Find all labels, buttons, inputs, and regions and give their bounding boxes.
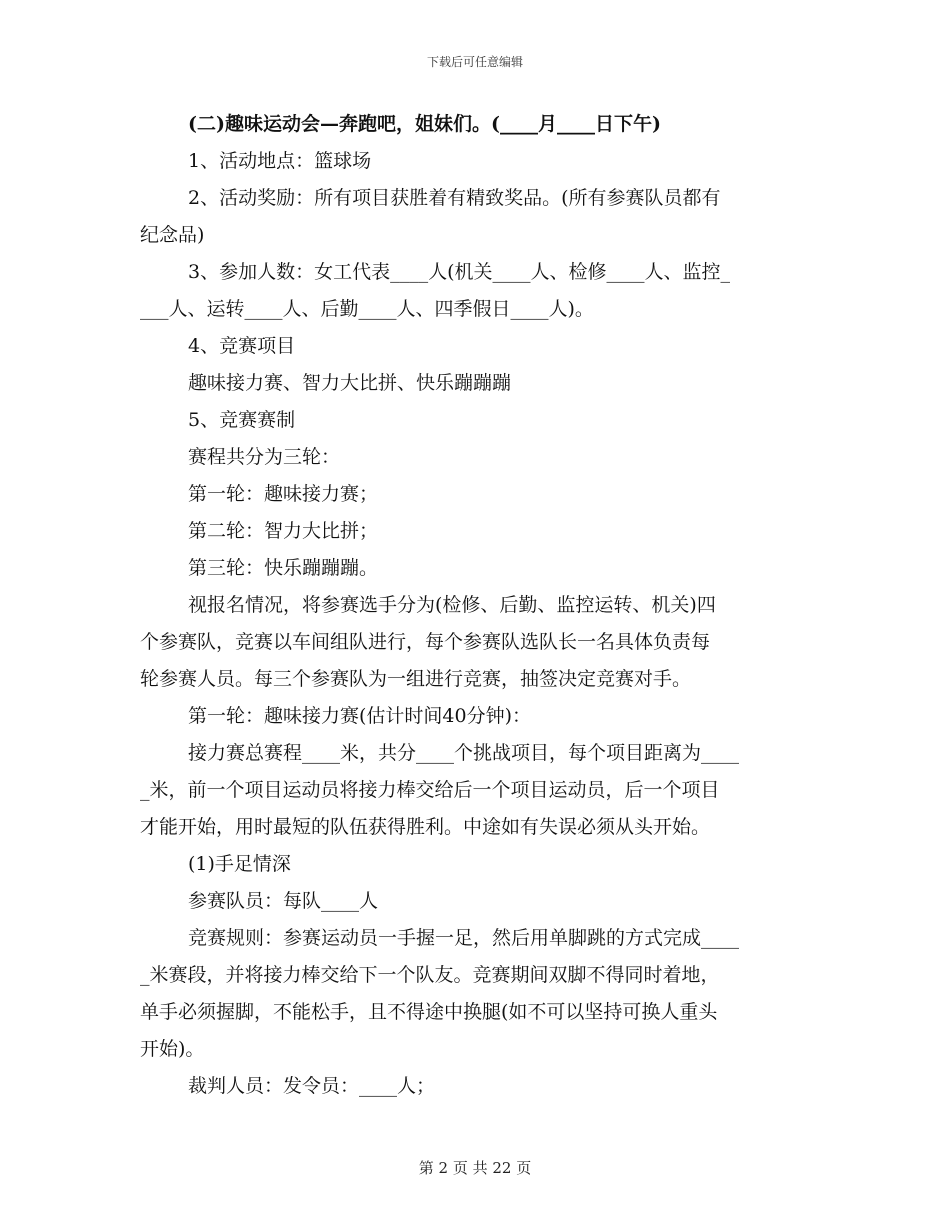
paragraph-line: 第一轮：趣味接力赛； bbox=[188, 483, 379, 505]
page-number: 第 2 页 共 22 页 bbox=[418, 1159, 532, 1177]
paragraph-line: 第一轮：趣味接力赛(估计时间40分钟)： bbox=[188, 705, 532, 727]
paragraph-line: 纪念品) bbox=[140, 224, 205, 246]
paragraph-line: 4、竞赛项目 bbox=[188, 335, 296, 357]
paragraph-line: 趣味接力赛、智力大比拼、快乐蹦蹦蹦 bbox=[188, 372, 512, 394]
paragraph-line: 视报名情况，将参赛选手分为(检修、后勤、监控运转、机关)四 bbox=[188, 594, 716, 616]
section-title: (二)趣味运动会—奔跑吧，姐妹们。(____月____日下午) bbox=[188, 113, 661, 135]
paragraph-line: 3、参加人数：女工代表____人(机关____人、检修____人、监控_ bbox=[188, 261, 731, 283]
paragraph-line: 竞赛规则：参赛运动员一手握一足，然后用单脚跳的方式完成____ bbox=[188, 927, 740, 949]
paragraph-line: 单手必须握脚，不能松手，且不得途中换腿(如不可以坚持可换人重头 bbox=[140, 1001, 718, 1023]
paragraph-line: 第二轮：智力大比拼； bbox=[188, 520, 379, 542]
document-body bbox=[140, 106, 810, 1105]
paragraph-line: 才能开始，用时最短的队伍获得胜利。中途如有失误必须从头开始。 bbox=[140, 816, 711, 838]
paragraph-line: 1、活动地点：篮球场 bbox=[188, 150, 372, 172]
paragraph-line: _米，前一个项目运动员将接力棒交给后一个项目运动员，后一个项目 bbox=[140, 779, 720, 801]
paragraph-line: 第三轮：快乐蹦蹦蹦。 bbox=[188, 557, 379, 579]
paragraph-line: 赛程共分为三轮： bbox=[188, 446, 341, 468]
paragraph-line: 裁判人员：发令员：____人； bbox=[188, 1075, 436, 1097]
paragraph-line: (1)手足情深 bbox=[188, 853, 291, 875]
paragraph-line: ___人、运转____人、后勤____人、四季假日____人)。 bbox=[140, 298, 594, 320]
paragraph-line: 2、活动奖励：所有项目获胜着有精致奖品。(所有参赛队员都有 bbox=[188, 187, 721, 209]
paragraph-line: 个参赛队，竞赛以车间组队进行，每个参赛队选队长一名具体负责每 bbox=[140, 631, 711, 653]
paragraph-line: 5、竞赛赛制 bbox=[188, 409, 296, 431]
paragraph-line: 参赛队员：每队____人 bbox=[188, 890, 379, 912]
paragraph-line: 轮参赛人员。每三个参赛队为一组进行竞赛，抽签决定竞赛对手。 bbox=[140, 668, 692, 690]
paragraph-line: _米赛段，并将接力棒交给下一个队友。竞赛期间双脚不得同时着地， bbox=[140, 964, 720, 986]
page-header: 下载后可任意编辑 bbox=[426, 55, 523, 69]
paragraph-line: 接力赛总赛程____米，共分____个挑战项目，每个项目距离为____ bbox=[188, 742, 740, 764]
paragraph-line: 开始)。 bbox=[140, 1038, 205, 1060]
